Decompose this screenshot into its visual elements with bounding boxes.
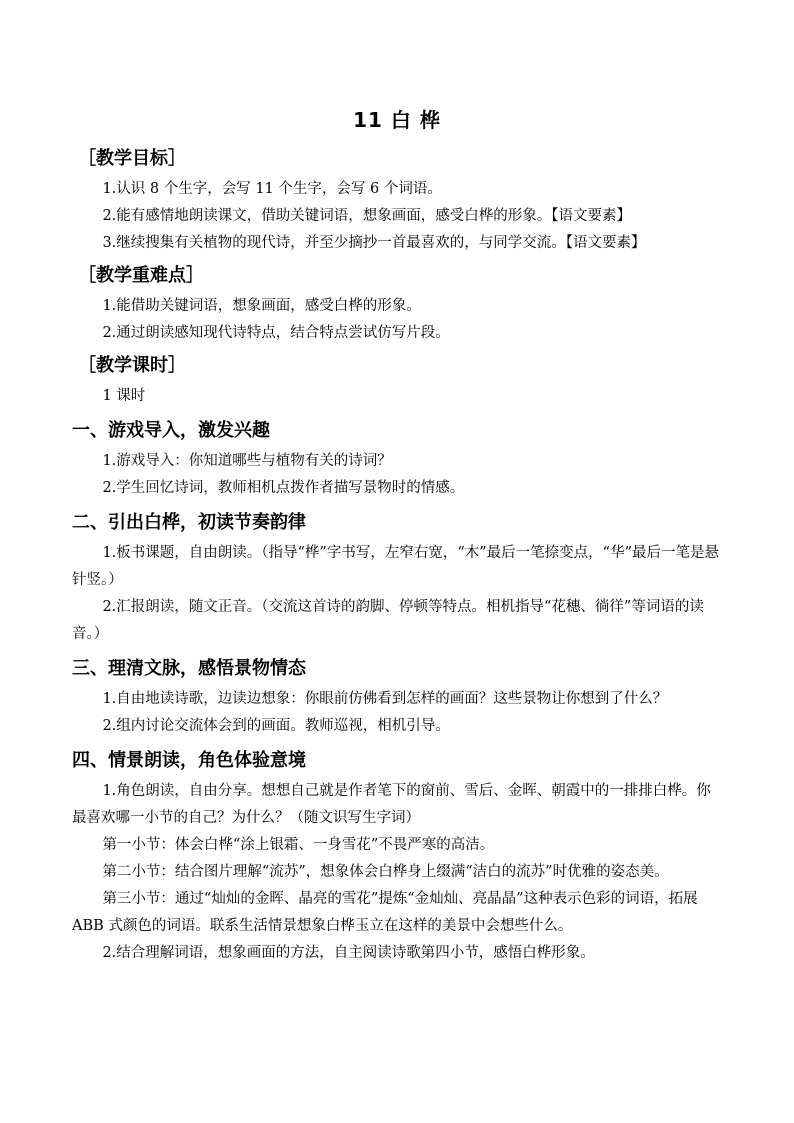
hours-item: 1 课时: [102, 388, 146, 404]
goal-item-1: 1.认识 8 个生字，会写 11 个生字，会写 6 个词语。: [102, 181, 442, 197]
goals-heading: ［教学目标］: [78, 148, 186, 169]
key-point-item-2: 2.通过朗读感知现代诗特点，结合特点尝试仿写片段。: [102, 325, 450, 341]
section-4-item-2: 2.结合理解词语，想象画面的方法，自主阅读诗歌第四小节，感悟白桦形象。: [102, 945, 595, 961]
section-4-stanza-1: 第一小节：体会白桦“涂上银霜、一身雪花”不畏严寒的高洁。: [102, 837, 495, 853]
section-2-heading: 二、引出白桦，初读节奏韵律: [72, 512, 306, 533]
section-4-stanza-2: 第二小节：结合图片理解“流苏”，想象体会白桦身上缀满“洁白的流苏”时优雅的姿态美。: [102, 864, 669, 880]
section-4-stanza-3: 第三小节：通过“灿灿的金晖、晶亮的雪花”提炼“金灿灿、亮晶晶”这种表示色彩的词语，拓展 ABB 式颜色的词语。联系生活情景想象白桦玉立在这样的美景中会想些什么。: [72, 891, 698, 934]
key-point-item-1: 1.能借助关键词语，想象画面，感受白桦的形象。: [102, 298, 421, 314]
section-1-item-2: 2.学生回忆诗词，教师相机点拨作者描写景物时的情感。: [102, 480, 465, 496]
section-1-item-1: 1.游戏导入：你知道哪些与植物有关的诗词？: [102, 453, 392, 469]
section-3-item-2: 2.组内讨论交流体会到的画面。教师巡视，相机引导。: [102, 718, 450, 734]
document-body: [72, 146, 724, 967]
hours-heading: ［教学课时］: [78, 355, 186, 376]
section-2-item-1: 1.板书课题，自由朗读。（指导“桦”字书写，左窄右宽，“木”最后一笔捺变点，“华”最后一笔是悬针竖。）: [72, 545, 719, 588]
section-1-heading: 一、游戏导入，激发兴趣: [72, 420, 270, 441]
section-4-item-1: 1.角色朗读，自由分享。想想自己就是作者笔下的窗前、雪后、金晖、朝霞中的一排排白桦。你最喜欢哪一小节的自己？为什么？（随文识写生字词）: [72, 783, 711, 826]
section-2-item-2: 2.汇报朗读，随文正音。（交流这首诗的韵脚、停顿等特点。相机指导“花穗、徜徉”等词语的读音。）: [72, 599, 704, 642]
section-3-heading: 三、理清文脉，感悟景物情态: [72, 658, 306, 679]
goal-item-3: 3.继续搜集有关植物的现代诗，并至少摘抄一首最喜欢的，与同学交流。【语文要素】: [102, 235, 646, 251]
lesson-title: 11 白 桦: [353, 108, 441, 132]
section-3-item-1: 1.自由地读诗歌，边读边想象：你眼前仿佛看到怎样的画面？这些景物让你想到了什么？: [102, 691, 668, 707]
goal-item-2: 2.能有感情地朗读课文，借助关键词语，想象画面，感受白桦的形象。【语文要素】: [102, 208, 632, 224]
key-points-heading: ［教学重难点］: [78, 265, 204, 286]
section-4-heading: 四、情景朗读，角色体验意境: [72, 750, 306, 771]
